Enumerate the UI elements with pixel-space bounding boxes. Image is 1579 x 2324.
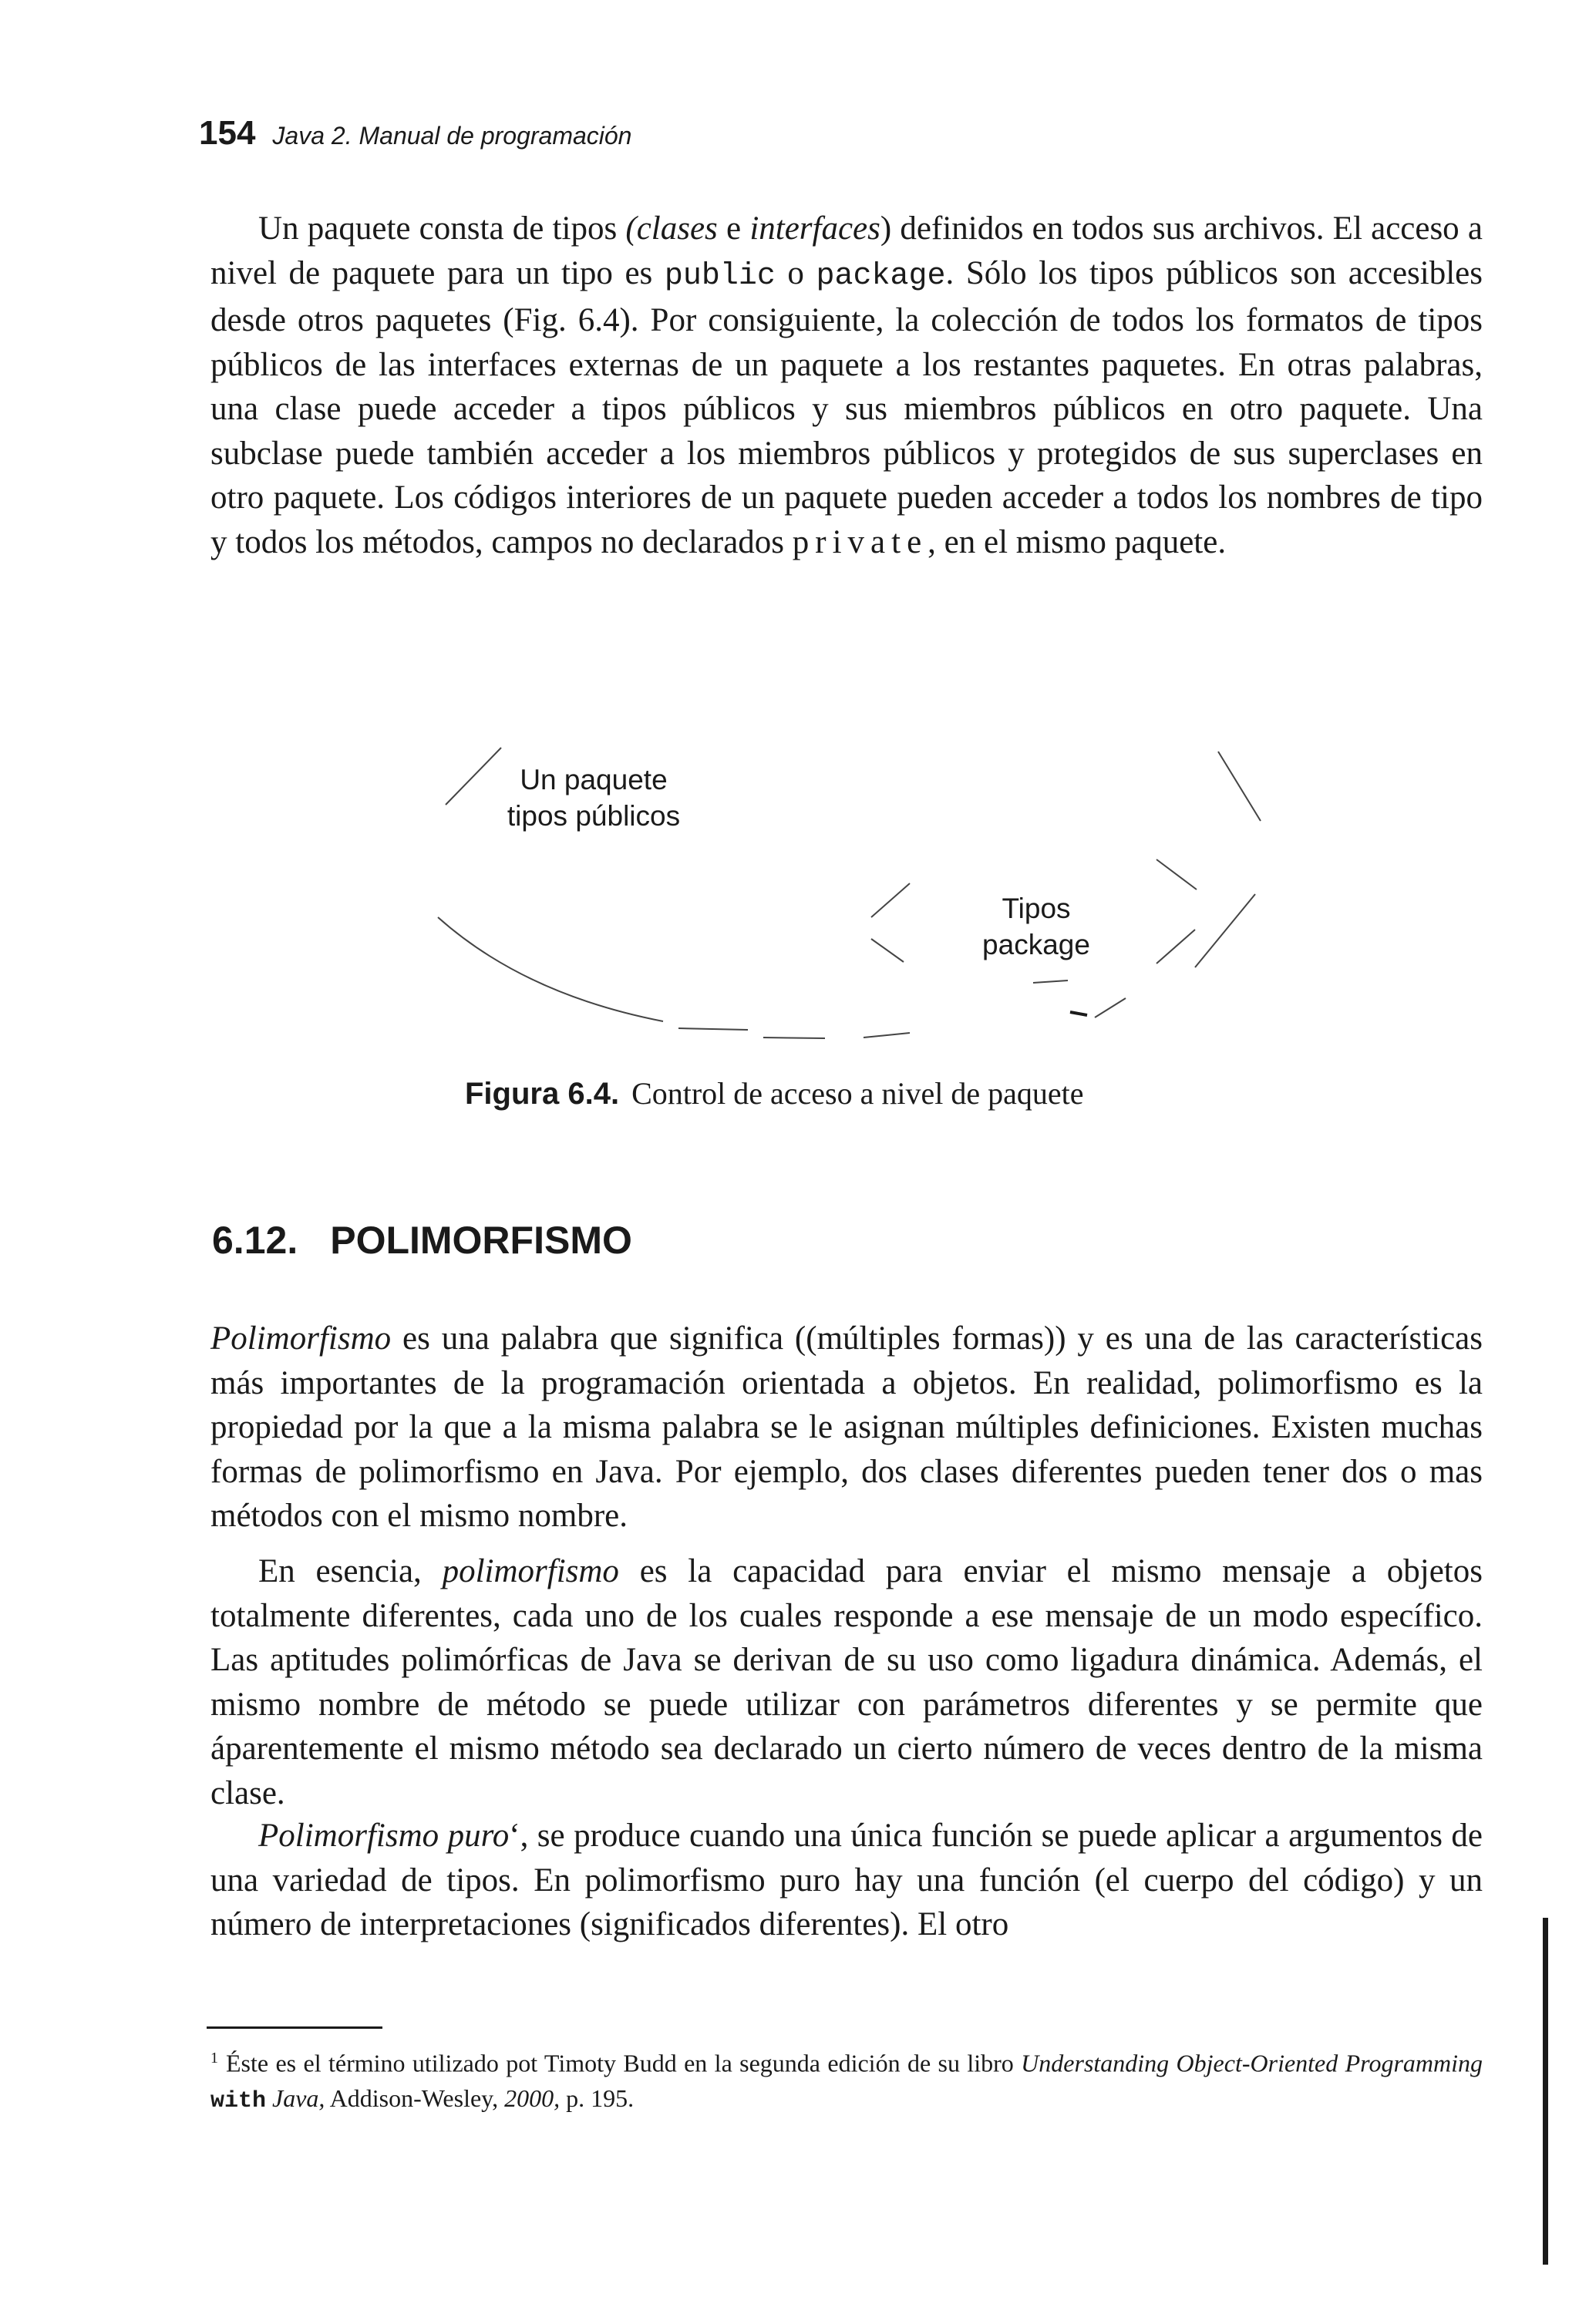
book-title: Java 2. Manual de programación	[272, 122, 632, 150]
inner-ellipse-stroke-top-right	[1156, 859, 1197, 890]
inner-ellipse-stroke-bottom	[1033, 980, 1068, 983]
outer-label-line1: Un paquete	[520, 764, 668, 795]
inner-ellipse-stroke-top-left	[871, 883, 910, 917]
outer-label	[501, 762, 686, 834]
keyword-private: private	[792, 523, 928, 560]
paragraph-2: En esencia, polimorfismo es la capacidad para enviar el mismo mensaje a objetos totalmente diferentes, cada uno de los cuales responde a ese mensaje de un modo específico. Las aptitudes polimórficas de Java se derivan de su uso como ligadura dinámica. Además, el mismo nombre de método se puede utilizar con parámetros diferentes y se permite que áparentemente el mismo método sea declarado un cierto número de veces dentro de la misma clase.	[210, 1553, 1483, 1811]
inner-label-line2: package	[982, 929, 1090, 960]
paragraph-3: Polimorfismo puro‘, se produce cuando una única función se puede aplicar a argumentos de una variedad de tipos. En polimorfismo puro hay una función (el cuerpo del código) y un número de interpretaciones (significados diferentes). El otro	[210, 1818, 1483, 1942]
outer-label-line2: tipos públicos	[507, 800, 681, 832]
footnote-marker: 1	[210, 2050, 218, 2067]
outer-ellipse-stroke-bottom-3	[864, 1033, 910, 1038]
outer-ellipse-stroke-bottom	[678, 1028, 748, 1030]
caption-label: Figura 6.4.	[465, 1077, 620, 1111]
section-title: POLIMORFISMO	[330, 1219, 632, 1262]
outer-ellipse-stroke-right	[1195, 894, 1255, 967]
intro-paragraph: Un paquete consta de tipos (clases e interfaces) definidos en todos sus archivos. El acceso a nivel de paquete para un tipo es public o package. Sólo los tipos públicos son accesibles desde otros paquetes (Fig. 6.4). Por consiguiente, la colección de todos los formatos de tipos públicos de las interfaces externas de un paquete a los restantes paquetes. En otras palabras, una clase puede acceder a tipos públicos y sus miembros públicos en otro paquete. Una subclase puede también acceder a los miembros públicos y protegidos de sus superclases en otro paquete. Los códigos interiores de un paquete pueden acceder a todos los nombres de tipo y todos los métodos, campos no declarados private, en el mismo paquete.	[210, 210, 1483, 560]
inner-label	[967, 890, 1106, 963]
figure-package-access	[416, 732, 1295, 1056]
outer-ellipse-stroke-top-left	[446, 748, 501, 805]
outer-ellipse-stroke-left	[438, 917, 663, 1021]
caption-text: Control de acceso a nivel de paquete	[631, 1076, 1084, 1111]
figure-caption	[465, 1075, 1084, 1112]
paragraph-1: Polimorfismo es una palabra que significa ((múltiples formas)) y es una de las características más importantes de la programación orientada a objetos. En realidad, polimorfismo es la propiedad por la que a la misma palabra se le asignan múltiples definiciones. Existen muchas formas de polimorfismo en Java. Por ejemplo, dos clases diferentes pueden tener dos o mas métodos con el mismo nombre.	[210, 1320, 1483, 1534]
page-number: 154	[199, 114, 256, 152]
outer-ellipse-stroke-top-right	[1218, 752, 1261, 821]
footnote-rule	[207, 2026, 382, 2029]
inner-ellipse-stroke-lower-right	[1095, 998, 1126, 1017]
section-heading	[212, 1218, 632, 1263]
margin-bar	[1543, 1918, 1548, 2265]
keyword-public: public	[664, 258, 776, 294]
footnote: $^1$ Éste es el término utilizado pot Timoty Budd en la segunda edición de su libro Understanding Object-Oriented Programming with Java, Addison-Wesley, 2000, p. 195.	[210, 2049, 1483, 2114]
footnote-ref: ‘	[509, 1818, 520, 1854]
inner-ellipse-mark	[1070, 1012, 1087, 1015]
inner-ellipse-stroke-right	[1156, 930, 1195, 964]
inner-label-line1: Tipos	[1002, 893, 1071, 924]
running-head	[199, 114, 631, 160]
keyword-package: package	[816, 258, 946, 294]
section-number: 6.12.	[212, 1219, 298, 1262]
inner-ellipse-stroke-left	[871, 939, 904, 962]
